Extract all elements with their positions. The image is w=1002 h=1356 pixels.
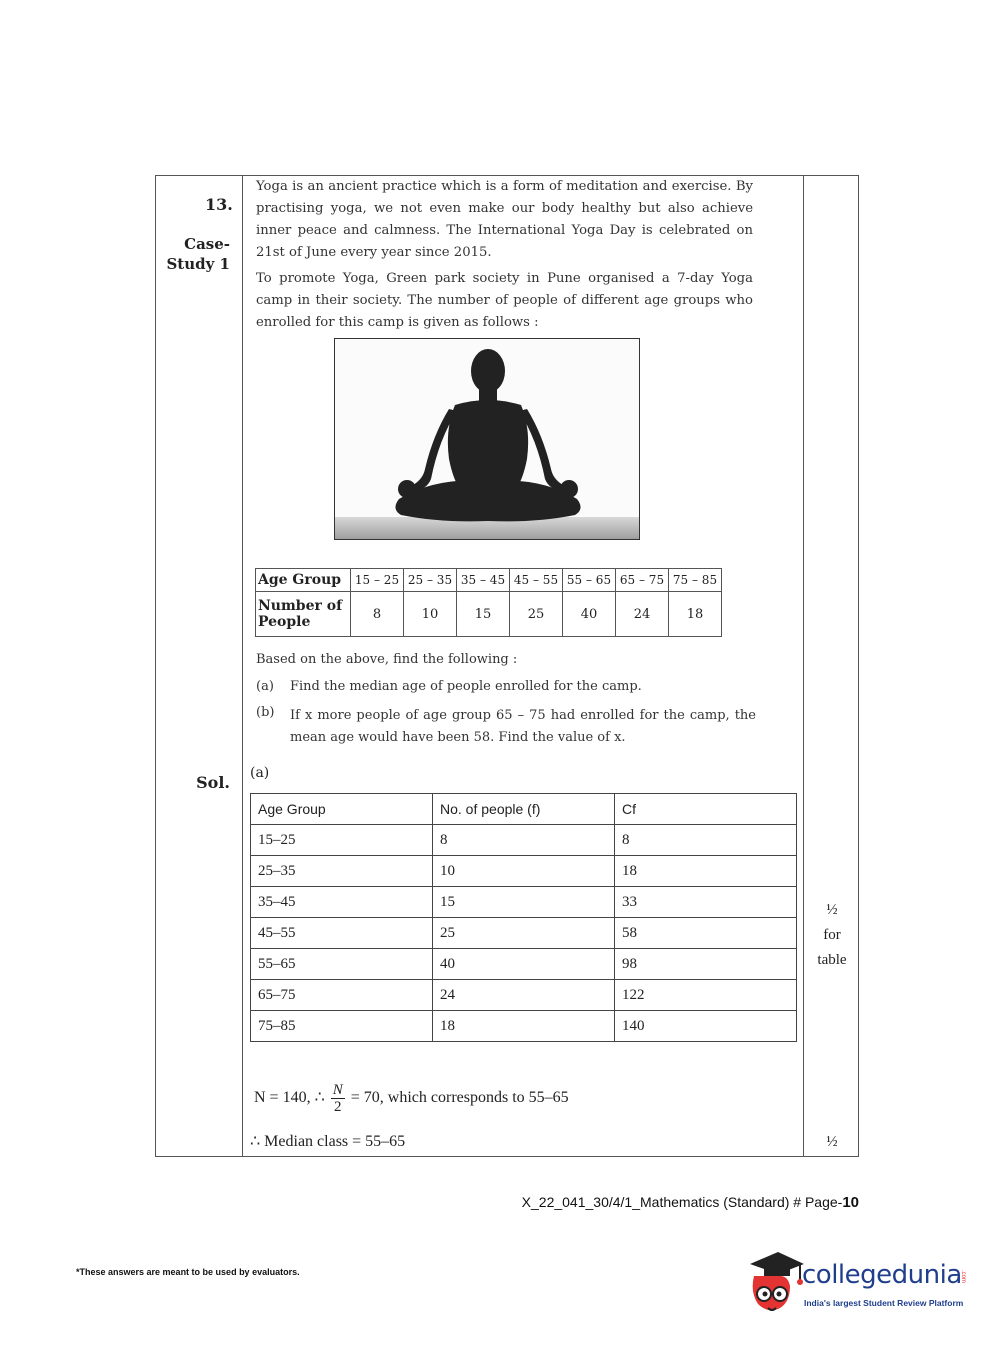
age-range-cell: 75 – 85 xyxy=(669,569,722,592)
people-count-cell: 25 xyxy=(510,592,563,637)
age-group-header: Age Group xyxy=(256,569,351,592)
people-count-cell: 18 xyxy=(669,592,722,637)
age-range-cell: 15 – 25 xyxy=(351,569,404,592)
collegedunia-logo xyxy=(744,1246,974,1316)
fraction-numerator: N xyxy=(332,1082,343,1098)
logo-wordmark: collegedunia xyxy=(802,1260,962,1290)
table-row xyxy=(251,856,797,887)
frequency-cell: 15 xyxy=(433,887,615,918)
cumulative-frequency-cell: 8 xyxy=(615,825,797,856)
fraction-denominator: 2 xyxy=(334,1099,342,1115)
column-header: Cf xyxy=(615,794,797,825)
meditation-figure-icon xyxy=(335,339,640,540)
age-group-cell: 25–35 xyxy=(251,856,433,887)
based-on-text: Based on the above, find the following : xyxy=(256,652,518,667)
age-range-cell: 55 – 65 xyxy=(563,569,616,592)
column-divider-left xyxy=(242,176,243,1156)
table-row xyxy=(251,918,797,949)
table-row xyxy=(251,825,797,856)
question-data-table xyxy=(255,568,722,637)
people-count-cell: 8 xyxy=(351,592,404,637)
frequency-cell: 8 xyxy=(433,825,615,856)
cumulative-frequency-cell: 122 xyxy=(615,980,797,1011)
people-count-cell: 24 xyxy=(616,592,669,637)
yoga-silhouette-image xyxy=(334,338,640,540)
people-count-header: Number of People xyxy=(256,592,351,637)
table-marks: ½ for table xyxy=(817,902,847,968)
table-row xyxy=(256,569,722,592)
cumulative-frequency-cell: 58 xyxy=(615,918,797,949)
solution-part-label: (a) xyxy=(250,765,270,781)
intro-paragraph: Yoga is an ancient practice which is a form of meditation and exercise. By practising yoga, we not even make our body healthy but also achieve inner peace and calmness. The International Yoga Day is celebrated on 21st of June every year since 2015. xyxy=(256,179,753,260)
frequency-cell: 10 xyxy=(433,856,615,887)
age-group-cell: 75–85 xyxy=(251,1011,433,1042)
n-over-2-fraction xyxy=(331,1082,345,1115)
column-divider-right xyxy=(803,176,804,1156)
footer-code: X_22_041_30/4/1_Mathematics (Standard) # Page- xyxy=(521,1194,843,1210)
cumulative-frequency-cell: 98 xyxy=(615,949,797,980)
page-footer xyxy=(522,1194,859,1211)
table-row xyxy=(256,592,722,637)
camp-paragraph: To promote Yoga, Green park society in Pune organised a 7-day Yoga camp in their society. The number of people of different age groups who enrolled for this camp is given as follows : xyxy=(256,271,753,330)
people-count-cell: 10 xyxy=(404,592,457,637)
case-study-label xyxy=(166,234,230,274)
question-answer-frame xyxy=(155,175,859,1157)
part-b-label: (b) xyxy=(256,705,275,720)
people-count-cell: 40 xyxy=(563,592,616,637)
table-row xyxy=(251,980,797,1011)
frequency-cell: 25 xyxy=(433,918,615,949)
age-range-cell: 35 – 45 xyxy=(457,569,510,592)
graduate-mascot-icon xyxy=(744,1246,806,1316)
case-study-text: Case- Study 1 xyxy=(166,235,230,273)
table-row xyxy=(251,887,797,918)
age-group-cell: 15–25 xyxy=(251,825,433,856)
frequency-cell: 24 xyxy=(433,980,615,1011)
question-number: 13. xyxy=(205,195,233,214)
table-header-row xyxy=(251,794,797,825)
age-group-cell: 55–65 xyxy=(251,949,433,980)
median-marks: ½ xyxy=(826,1134,838,1150)
people-count-cell: 15 xyxy=(457,592,510,637)
part-a-label: (a) xyxy=(256,679,274,694)
frequency-cell: 40 xyxy=(433,949,615,980)
age-group-cell: 65–75 xyxy=(251,980,433,1011)
age-range-cell: 25 – 35 xyxy=(404,569,457,592)
logo-domain: .com xyxy=(960,1270,966,1284)
solution-label: Sol. xyxy=(196,773,230,792)
median-class-statement: ∴ Median class = 55–65 xyxy=(250,1133,406,1150)
part-b-question: If x more people of age group 65 – 75 had enrolled for the camp, the mean age would have been 58. Find the value of x. xyxy=(290,708,756,745)
age-group-cell: 45–55 xyxy=(251,918,433,949)
age-group-cell: 35–45 xyxy=(251,887,433,918)
column-header: Age Group xyxy=(251,794,433,825)
median-calculation xyxy=(254,1082,569,1115)
median-rhs: = 70, which corresponds to 55–65 xyxy=(350,1089,569,1107)
frequency-cell: 18 xyxy=(433,1011,615,1042)
table-row xyxy=(251,949,797,980)
cumulative-frequency-cell: 18 xyxy=(615,856,797,887)
age-range-cell: 45 – 55 xyxy=(510,569,563,592)
median-lhs: N = 140, ∴ xyxy=(254,1089,325,1107)
age-range-cell: 65 – 75 xyxy=(616,569,669,592)
part-a-question: Find the median age of people enrolled for the camp. xyxy=(290,679,642,694)
logo-tagline: India's largest Student Review Platform xyxy=(804,1298,964,1308)
evaluator-disclaimer: *These answers are meant to be used by evaluators. xyxy=(76,1267,300,1277)
cumulative-frequency-cell: 140 xyxy=(615,1011,797,1042)
page-number: 10 xyxy=(842,1194,859,1211)
cumulative-frequency-table xyxy=(250,793,797,1042)
table-row xyxy=(251,1011,797,1042)
cumulative-frequency-cell: 33 xyxy=(615,887,797,918)
column-header: No. of people (f) xyxy=(433,794,615,825)
